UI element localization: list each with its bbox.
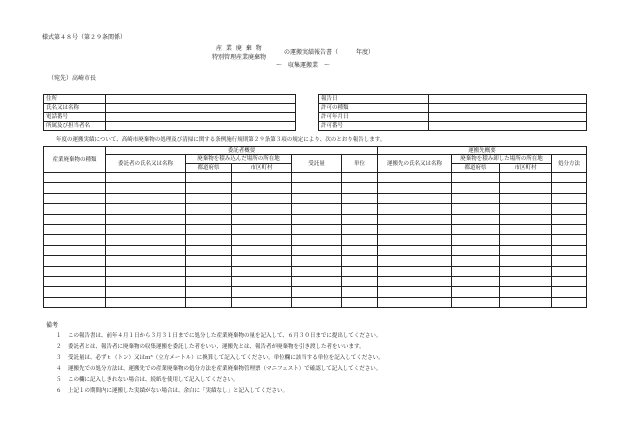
table-cell[interactable] [342, 266, 378, 276]
table-cell[interactable] [232, 245, 292, 255]
table-cell[interactable] [44, 276, 106, 286]
header-city: 市区町村 [232, 164, 292, 173]
table-cell[interactable] [186, 276, 232, 286]
table-cell[interactable] [186, 204, 232, 214]
table-cell[interactable] [44, 193, 106, 203]
table-cell[interactable] [44, 297, 106, 307]
table-cell[interactable] [186, 297, 232, 307]
title-line2: 特別管理産業廃棄物 [212, 54, 267, 61]
table-cell[interactable] [500, 214, 552, 224]
note-number: ３ [56, 355, 62, 361]
table-cell[interactable] [106, 297, 186, 307]
table-cell[interactable] [342, 297, 378, 307]
header-unit: 単位 [342, 155, 378, 173]
table-cell[interactable] [500, 245, 552, 255]
table-cell[interactable] [106, 204, 186, 214]
table-cell[interactable] [452, 224, 500, 234]
table-cell[interactable] [232, 235, 292, 245]
transport-table [43, 146, 587, 308]
table-cell[interactable] [186, 224, 232, 234]
reporter-table [43, 94, 296, 131]
table-cell[interactable] [452, 276, 500, 286]
table-cell[interactable] [292, 193, 342, 203]
table-cell[interactable] [292, 224, 342, 234]
header-prefecture-2: 都道府県 [452, 164, 500, 173]
table-cell[interactable] [232, 297, 292, 307]
reporter-phone-value[interactable] [106, 113, 296, 122]
table-row [44, 214, 587, 224]
table-cell[interactable] [378, 256, 452, 266]
table-cell[interactable] [44, 287, 106, 297]
note-number: ６ [56, 388, 62, 394]
table-cell[interactable] [106, 266, 186, 276]
table-cell[interactable] [342, 245, 378, 255]
note-number: ２ [56, 344, 62, 350]
permit-number-label: 許可番号 [319, 122, 429, 131]
table-cell[interactable] [552, 235, 587, 245]
table-cell[interactable] [552, 173, 587, 183]
table-cell[interactable] [106, 193, 186, 203]
note-item [56, 344, 365, 351]
reporter-name-value[interactable] [106, 104, 296, 113]
permit-date-value[interactable] [429, 113, 587, 122]
note-text: 上記１の期間内に運搬した実績がない場合は、余白に「実績なし」と記入してください。 [68, 388, 289, 394]
table-cell[interactable] [44, 173, 106, 183]
permit-type-value[interactable] [429, 104, 587, 113]
title-line1: 産 業 廃 棄 物 [216, 45, 263, 52]
table-cell[interactable] [378, 214, 452, 224]
header-loading-place: 廃棄物を積み込んだ場所の所在地 [186, 155, 292, 164]
table-cell[interactable] [552, 245, 587, 255]
table-cell[interactable] [44, 214, 106, 224]
table-row [44, 183, 587, 193]
table-cell[interactable] [452, 245, 500, 255]
header-quantity: 受託量 [292, 155, 342, 173]
note-number: １ [56, 333, 62, 339]
table-cell[interactable] [500, 297, 552, 307]
table-cell[interactable] [378, 173, 452, 183]
table-cell[interactable] [378, 297, 452, 307]
header-destination: 運搬先の氏名又は名称 [378, 155, 452, 173]
table-cell[interactable] [342, 193, 378, 203]
statement: 年度の運搬実績について、高崎市廃棄物の処理及び清掃に関する条例施行規則第２９条第３項の規定により、次のとおり報告します。 [56, 137, 386, 143]
note-number: ４ [56, 366, 62, 372]
table-cell[interactable] [500, 224, 552, 234]
table-cell[interactable] [378, 204, 452, 214]
table-cell[interactable] [106, 173, 186, 183]
table-cell[interactable] [378, 183, 452, 193]
table-cell[interactable] [342, 173, 378, 183]
table-cell[interactable] [552, 183, 587, 193]
table-cell[interactable] [500, 266, 552, 276]
permit-date-label: 許可年月日 [319, 113, 429, 122]
table-row [44, 266, 587, 276]
table-cell[interactable] [500, 287, 552, 297]
table-cell[interactable] [452, 183, 500, 193]
table-cell[interactable] [552, 256, 587, 266]
table-cell[interactable] [552, 276, 587, 286]
table-cell[interactable] [378, 266, 452, 276]
table-cell[interactable] [106, 256, 186, 266]
table-cell[interactable] [106, 214, 186, 224]
form-number: 様式第４８号（第２９条関係） [42, 34, 127, 41]
table-cell[interactable] [378, 276, 452, 286]
table-cell[interactable] [500, 256, 552, 266]
table-cell[interactable] [232, 204, 292, 214]
table-cell[interactable] [44, 266, 106, 276]
table-cell[interactable] [500, 235, 552, 245]
table-cell[interactable] [292, 297, 342, 307]
table-cell[interactable] [44, 183, 106, 193]
table-cell[interactable] [552, 193, 587, 203]
table-cell[interactable] [186, 235, 232, 245]
permit-number-value[interactable] [429, 122, 587, 131]
table-row [44, 173, 587, 183]
table-cell[interactable] [292, 287, 342, 297]
table-cell[interactable] [452, 173, 500, 183]
table-cell[interactable] [452, 235, 500, 245]
table-cell[interactable] [342, 235, 378, 245]
table-cell[interactable] [500, 173, 552, 183]
table-row [44, 256, 587, 266]
header-consignment-group: 委託者概要 [106, 147, 378, 155]
table-cell[interactable] [44, 256, 106, 266]
table-cell[interactable] [106, 276, 186, 286]
header-transport-group: 運搬先概要 [378, 147, 587, 155]
table-cell[interactable] [552, 266, 587, 276]
note-item [56, 388, 288, 395]
table-cell[interactable] [232, 276, 292, 286]
table-cell[interactable] [378, 193, 452, 203]
notes-heading: 備考 [46, 322, 59, 329]
table-cell[interactable] [342, 183, 378, 193]
table-cell[interactable] [292, 204, 342, 214]
permit-table [318, 94, 587, 131]
table-cell[interactable] [186, 287, 232, 297]
table-cell[interactable] [342, 276, 378, 286]
title-suffix: の運搬実績報告書（ 年度） [284, 49, 375, 56]
note-text: 委託者とは、報告者に廃棄物の収集運搬を委託した者をいい、運搬先とは、報告者が廃棄物を引き渡した者をいいます。 [68, 344, 365, 350]
table-row [44, 245, 587, 255]
table-cell[interactable] [44, 245, 106, 255]
table-cell[interactable] [44, 224, 106, 234]
table-cell[interactable] [452, 204, 500, 214]
table-cell[interactable] [292, 173, 342, 183]
table-cell[interactable] [500, 183, 552, 193]
table-cell[interactable] [552, 297, 587, 307]
table-cell[interactable] [292, 276, 342, 286]
table-cell[interactable] [342, 287, 378, 297]
note-item [56, 366, 381, 373]
table-row [44, 297, 587, 307]
table-cell[interactable] [44, 235, 106, 245]
table-cell[interactable] [452, 193, 500, 203]
table-cell[interactable] [186, 256, 232, 266]
reporter-contact-value[interactable] [106, 122, 296, 131]
table-cell[interactable] [452, 287, 500, 297]
table-cell[interactable] [292, 245, 342, 255]
table-cell[interactable] [106, 245, 186, 255]
table-cell[interactable] [500, 193, 552, 203]
table-cell[interactable] [342, 224, 378, 234]
table-cell[interactable] [186, 214, 232, 224]
table-cell[interactable] [292, 214, 342, 224]
table-cell[interactable] [378, 224, 452, 234]
header-disposal-method: 処分方法 [552, 155, 587, 173]
addressee: （宛先）高崎市長 [48, 75, 97, 82]
table-row [44, 235, 587, 245]
table-cell[interactable] [232, 193, 292, 203]
table-cell[interactable] [232, 287, 292, 297]
table-cell[interactable] [552, 287, 587, 297]
table-cell[interactable] [186, 173, 232, 183]
table-cell[interactable] [552, 204, 587, 214]
table-cell[interactable] [292, 256, 342, 266]
table-cell[interactable] [452, 214, 500, 224]
note-text: この欄に記入しきれない場合は、続紙を使用して記入してください。 [68, 377, 239, 383]
header-waste-type: 産業廃棄物の種類 [44, 147, 106, 173]
table-cell[interactable] [500, 204, 552, 214]
title-sub: 〜 収集運搬業 〜 [276, 62, 331, 69]
table-cell[interactable] [342, 204, 378, 214]
table-cell[interactable] [106, 183, 186, 193]
table-cell[interactable] [342, 214, 378, 224]
table-cell[interactable] [552, 214, 587, 224]
table-row [44, 193, 587, 203]
table-cell[interactable] [232, 173, 292, 183]
reporter-contact-label: 所属及び担当者名 [44, 122, 106, 131]
table-cell[interactable] [186, 193, 232, 203]
header-city-2: 市区町村 [500, 164, 552, 173]
report-date-label: 報告日 [319, 95, 429, 104]
table-cell[interactable] [186, 245, 232, 255]
header-consignor: 委託者の氏名又は名称 [106, 155, 186, 173]
table-cell[interactable] [378, 235, 452, 245]
table-cell[interactable] [232, 266, 292, 276]
report-date-value[interactable] [429, 95, 587, 104]
table-cell[interactable] [378, 287, 452, 297]
note-text: 受託量は、必ずｔ（トン）又はｍ³（立方メートル）に換算して記入してください。単位欄に該当する単位を記入してください。 [68, 355, 384, 361]
table-cell[interactable] [232, 183, 292, 193]
table-cell[interactable] [232, 224, 292, 234]
table-cell[interactable] [106, 287, 186, 297]
header-prefecture: 都道府県 [186, 164, 232, 173]
note-item [56, 333, 381, 340]
reporter-address-value[interactable] [106, 95, 296, 104]
table-row [44, 276, 587, 286]
header-unloading-place: 廃棄物を積み卸した場所の所在地 [452, 155, 552, 164]
reporter-address-label: 住所 [44, 95, 106, 104]
permit-type-label: 許可の種類 [319, 104, 429, 113]
note-number: ５ [56, 377, 62, 383]
reporter-phone-label: 電話番号 [44, 113, 106, 122]
table-cell[interactable] [186, 183, 232, 193]
table-row [44, 287, 587, 297]
table-cell[interactable] [232, 214, 292, 224]
table-cell[interactable] [292, 266, 342, 276]
table-cell[interactable] [106, 224, 186, 234]
table-cell[interactable] [232, 256, 292, 266]
table-cell[interactable] [452, 266, 500, 276]
table-cell[interactable] [186, 266, 232, 276]
reporter-name-label: 氏名又は名称 [44, 104, 106, 113]
table-cell[interactable] [378, 245, 452, 255]
table-cell[interactable] [552, 224, 587, 234]
table-row [44, 204, 587, 214]
note-text: 運搬先での処分方法は、運搬先での産業廃棄物の処分方法を産業廃棄物管理票（マニフェスト）で確認して記入してください。 [68, 366, 382, 372]
table-cell[interactable] [44, 204, 106, 214]
table-cell[interactable] [500, 276, 552, 286]
table-cell[interactable] [452, 256, 500, 266]
note-item [56, 377, 239, 384]
table-body [44, 173, 587, 308]
table-cell[interactable] [292, 235, 342, 245]
note-text: この報告書は、前年４月１日から３月３１日までに処分した産業廃棄物の量を記入して、６月３０日までに提出してください。 [68, 333, 382, 339]
table-cell[interactable] [342, 256, 378, 266]
table-cell[interactable] [106, 235, 186, 245]
table-cell[interactable] [452, 297, 500, 307]
table-row [44, 224, 587, 234]
note-item [56, 355, 384, 362]
table-cell[interactable] [292, 183, 342, 193]
